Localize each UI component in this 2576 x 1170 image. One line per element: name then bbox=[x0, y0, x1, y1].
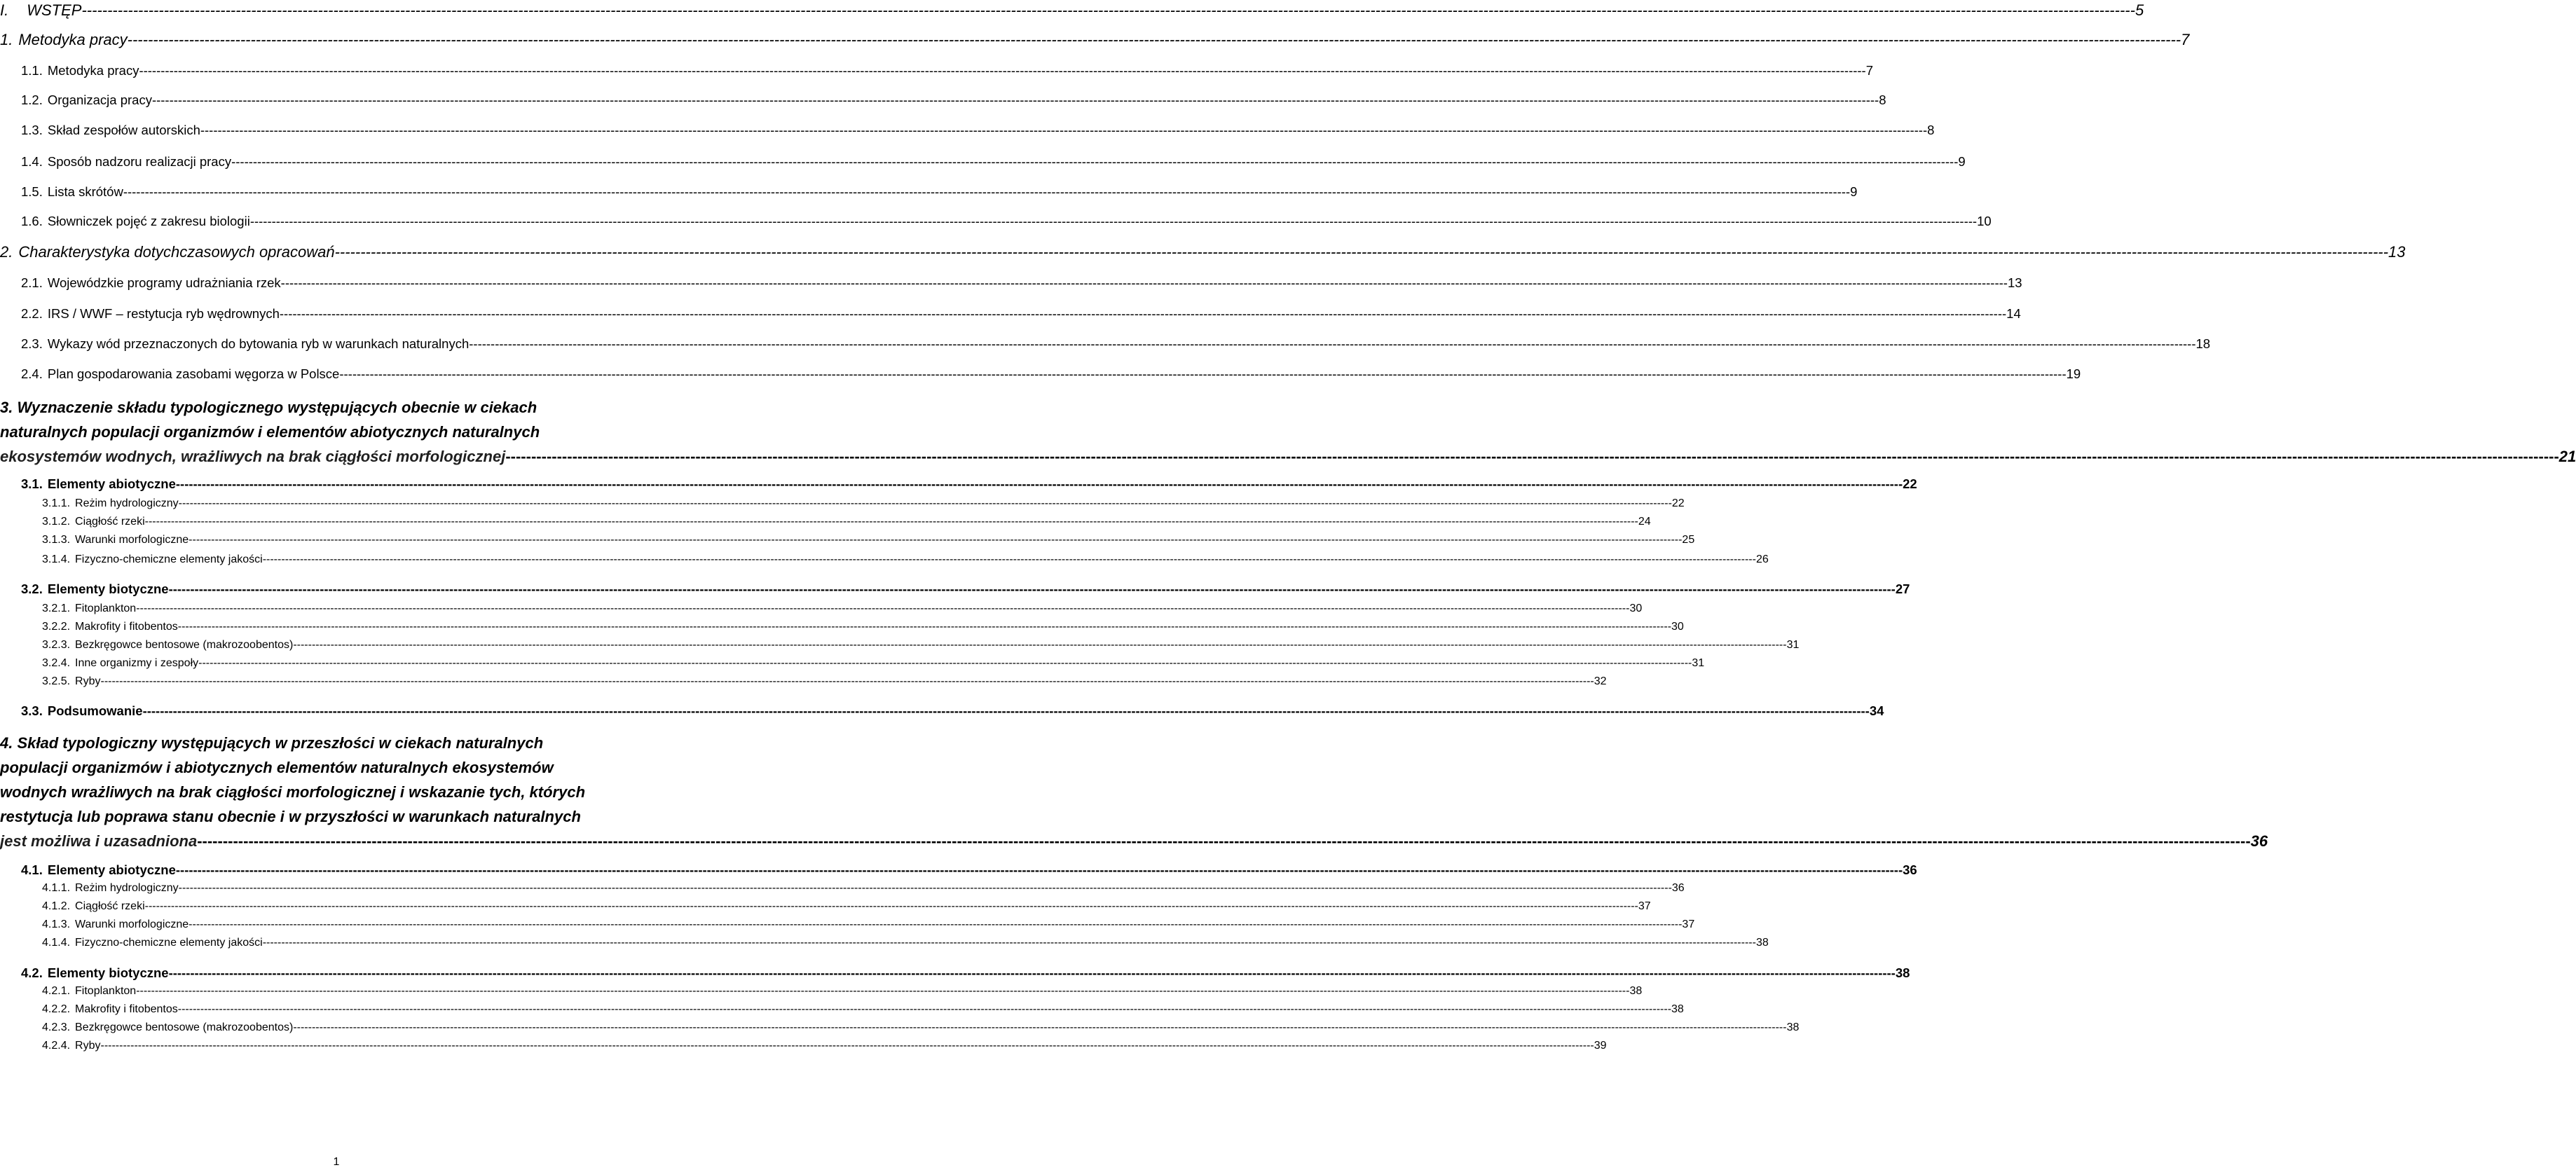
toc-entry-number: 3.1.4. bbox=[42, 553, 71, 565]
toc-entry-title bbox=[42, 882, 179, 895]
toc-entry-title bbox=[42, 1021, 293, 1034]
toc-entry-label: Fitoplankton bbox=[75, 603, 137, 614]
toc-entry-title bbox=[21, 581, 169, 597]
toc-entry-number: 1.1. bbox=[21, 63, 43, 78]
toc-entry-number: 4.1.2. bbox=[42, 900, 71, 912]
toc-entry[interactable] bbox=[42, 900, 1651, 913]
chapter-heading-line: 4. Skład typologiczny występujących w przeszłości w ciekach naturalnych bbox=[0, 734, 544, 752]
toc-entry[interactable] bbox=[21, 581, 1910, 597]
toc-entry-page: 14 bbox=[2006, 306, 2021, 321]
toc-entry-title bbox=[42, 639, 293, 652]
toc-entry[interactable] bbox=[21, 184, 1858, 200]
toc-entry-label: Bezkręgowce bentosowe (makrozoobentos) bbox=[75, 639, 294, 651]
toc-entry-title bbox=[21, 366, 339, 382]
toc-entry-title bbox=[21, 306, 280, 322]
toc-entry-page: 10 bbox=[1977, 214, 1992, 228]
toc-leader-dots: ---------------------------------------------------------------------------------------------------------------------------------------------------------------------------------------------------------------------------------------------------------------------------------------------------------------------------------------------------------------------------------------------------------------- bbox=[231, 154, 1959, 169]
toc-entry-title bbox=[0, 31, 128, 49]
toc-entry-page: 8 bbox=[1879, 92, 1886, 107]
toc-entry-label: Ciągłość rzeki bbox=[75, 516, 145, 528]
toc-entry[interactable] bbox=[42, 516, 1651, 528]
toc-entry-page: 13 bbox=[2007, 275, 2022, 290]
toc-entry-title bbox=[21, 703, 143, 719]
toc-entry[interactable] bbox=[21, 306, 2021, 322]
toc-entry-number: 3.1.2. bbox=[42, 516, 71, 528]
toc-entry-label: Elementy abiotyczne bbox=[47, 476, 176, 491]
toc-entry-number: 4.2. bbox=[21, 965, 43, 980]
toc-entry-number: 4.2.1. bbox=[42, 985, 71, 997]
toc-entry-page: 7 bbox=[2181, 31, 2190, 48]
toc-entry[interactable] bbox=[21, 965, 1910, 981]
toc-entry[interactable] bbox=[21, 214, 1992, 229]
toc-entry-number: 4.1.1. bbox=[42, 882, 71, 894]
toc-entry-title bbox=[42, 516, 145, 528]
toc-leader-dots: ---------------------------------------------------------------------------------------------------------------------------------------------------------------------------------------------------------------------------------------------------------------------------------------------------------------------------------------------------------------------------------------------------------------- bbox=[100, 675, 1594, 687]
toc-leader-dots: ---------------------------------------------------------------------------------------------------------------------------------------------------------------------------------------------------------------------------------------------------------------------------------------------------------------------------------------------------------------------------------------------------------------- bbox=[81, 1, 2135, 19]
toc-leader-dots: ---------------------------------------------------------------------------------------------------------------------------------------------------------------------------------------------------------------------------------------------------------------------------------------------------------------------------------------------------------------------------------------------------------------- bbox=[293, 639, 1787, 651]
toc-leader-dots: ---------------------------------------------------------------------------------------------------------------------------------------------------------------------------------------------------------------------------------------------------------------------------------------------------------------------------------------------------------------------------------------------------------------- bbox=[189, 918, 1683, 930]
toc-entry-number: 4.2.2. bbox=[42, 1003, 71, 1015]
toc-entry[interactable] bbox=[0, 31, 2190, 49]
toc-entry-label: Sposób nadzoru realizacji pracy bbox=[47, 154, 232, 169]
toc-entry-page: 38 bbox=[1755, 937, 1769, 949]
toc-entry-label: Ciągłość rzeki bbox=[75, 900, 145, 912]
toc-entry-page: 25 bbox=[1682, 534, 1695, 546]
toc-entry-title bbox=[42, 621, 178, 633]
toc-entry-number: 1. bbox=[0, 31, 13, 48]
toc-leader-dots: ---------------------------------------------------------------------------------------------------------------------------------------------------------------------------------------------------------------------------------------------------------------------------------------------------------------------------------------------------------------------------------------------------------------- bbox=[280, 275, 2008, 290]
toc-entry[interactable] bbox=[42, 675, 1607, 688]
toc-entry[interactable] bbox=[21, 366, 2081, 382]
toc-entry-title bbox=[42, 937, 263, 949]
toc-entry-page: 36 bbox=[1671, 882, 1685, 894]
toc-entry-page: 36 bbox=[2250, 832, 2268, 850]
toc-entry-page: 37 bbox=[1638, 900, 1651, 912]
toc-leader-dots: ---------------------------------------------------------------------------------------------------------------------------------------------------------------------------------------------------------------------------------------------------------------------------------------------------------------------------------------------------------------------------------------------------------------- bbox=[262, 937, 1756, 949]
toc-entry-label: Ryby bbox=[75, 675, 101, 687]
toc-entry-label: WSTĘP bbox=[27, 1, 82, 19]
toc-entry-page: 26 bbox=[1755, 553, 1769, 565]
toc-entry-title bbox=[21, 336, 469, 352]
toc-leader-dots: ---------------------------------------------------------------------------------------------------------------------------------------------------------------------------------------------------------------------------------------------------------------------------------------------------------------------------------------------------------------------------------------------------------------- bbox=[142, 703, 1870, 718]
toc-leader-dots: ---------------------------------------------------------------------------------------------------------------------------------------------------------------------------------------------------------------------------------------------------------------------------------------------------------------------------------------------------------------------------------------------------------------- bbox=[178, 882, 1672, 894]
toc-entry[interactable] bbox=[0, 1, 2144, 20]
toc-entry-title bbox=[21, 275, 281, 291]
toc-entry[interactable] bbox=[42, 534, 1695, 546]
toc-leader-dots: ---------------------------------------------------------------------------------------------------------------------------------------------------------------------------------------------------------------------------------------------------------------------------------------------------------------------------------------------------------------------------------------------------------------- bbox=[127, 31, 2181, 48]
toc-entry-page: 36 bbox=[1903, 862, 1917, 877]
toc-entry-label: Reżim hydrologiczny bbox=[75, 882, 179, 894]
toc-leader-dots: ---------------------------------------------------------------------------------------------------------------------------------------------------------------------------------------------------------------------------------------------------------------------------------------------------------------------------------------------------------------------------------------------------------------- bbox=[136, 603, 1630, 614]
toc-entry-label: Fitoplankton bbox=[75, 985, 137, 997]
toc-entry-page: 13 bbox=[2388, 243, 2406, 261]
toc-entry[interactable] bbox=[21, 862, 1917, 878]
toc-entry-page: 38 bbox=[1786, 1021, 1800, 1033]
chapter-heading-line: jest możliwa i uzasadniona bbox=[0, 832, 198, 850]
toc-entry-title bbox=[21, 476, 176, 492]
toc-entry[interactable] bbox=[42, 603, 1643, 615]
toc-entry-label: Słowniczek pojęć z zakresu biologii bbox=[47, 214, 250, 228]
toc-entry-label: Elementy biotyczne bbox=[47, 581, 169, 596]
toc-entry-label: Reżim hydrologiczny bbox=[75, 497, 179, 509]
page-number: 1 bbox=[333, 1156, 340, 1168]
toc-entry-number: 3.2.1. bbox=[42, 603, 71, 614]
toc-entry-title bbox=[0, 1, 81, 20]
toc-entry-page: 31 bbox=[1692, 657, 1705, 669]
toc-entry-number: 3.1.1. bbox=[42, 497, 71, 509]
toc-entry-number: 1.4. bbox=[21, 154, 43, 169]
toc-entry-label: Makrofity i fitobentos bbox=[75, 1003, 178, 1015]
toc-leader-dots: ---------------------------------------------------------------------------------------------------------------------------------------------------------------------------------------------------------------------------------------------------------------------------------------------------------------------------------------------------------------------------------------------------------------- bbox=[151, 92, 1879, 107]
toc-entry-page: 38 bbox=[1671, 1003, 1684, 1015]
toc-entry-label: Warunki morfologiczne bbox=[75, 918, 189, 930]
toc-entry-title bbox=[21, 184, 123, 200]
toc-leader-dots: ---------------------------------------------------------------------------------------------------------------------------------------------------------------------------------------------------------------------------------------------------------------------------------------------------------------------------------------------------------------------------------------------------------------- bbox=[189, 534, 1683, 546]
toc-entry-title bbox=[21, 965, 169, 981]
toc-entry[interactable] bbox=[42, 1021, 1800, 1034]
toc-entry[interactable] bbox=[21, 275, 2022, 291]
toc-leader-dots: ---------------------------------------------------------------------------------------------------------------------------------------------------------------------------------------------------------------------------------------------------------------------------------------------------------------------------------------------------------------------------------------------------------------- bbox=[334, 243, 2389, 261]
toc-entry[interactable] bbox=[21, 476, 1917, 492]
toc-entry-label: Ryby bbox=[75, 1040, 101, 1052]
toc-entry-label: Bezkręgowce bentosowe (makrozoobentos) bbox=[75, 1021, 294, 1033]
toc-entry-label: Wojewódzkie programy udrażniania rzek bbox=[47, 275, 281, 290]
toc-entry-page: 31 bbox=[1786, 639, 1800, 651]
toc-entry-title bbox=[42, 497, 179, 510]
toc-leader-dots: ---------------------------------------------------------------------------------------------------------------------------------------------------------------------------------------------------------------------------------------------------------------------------------------------------------------------------------------------------------------------------------------------------------------- bbox=[175, 862, 1903, 877]
toc-leader-dots: ---------------------------------------------------------------------------------------------------------------------------------------------------------------------------------------------------------------------------------------------------------------------------------------------------------------------------------------------------------------------------------------------------------------- bbox=[293, 1021, 1787, 1033]
toc-entry-label: Elementy biotyczne bbox=[47, 965, 169, 980]
toc-entry[interactable] bbox=[42, 657, 1705, 670]
toc-leader-dots: ---------------------------------------------------------------------------------------------------------------------------------------------------------------------------------------------------------------------------------------------------------------------------------------------------------------------------------------------------------------------------------------------------------------- bbox=[262, 553, 1756, 565]
toc-entry-label: Warunki morfologiczne bbox=[75, 534, 189, 546]
toc-entry-number: 1.5. bbox=[21, 184, 43, 199]
toc-entry-number: 3.2.2. bbox=[42, 621, 71, 633]
toc-entry-title bbox=[21, 862, 176, 878]
toc-entry-label: Metodyka pracy bbox=[18, 31, 128, 48]
toc-leader-dots: ---------------------------------------------------------------------------------------------------------------------------------------------------------------------------------------------------------------------------------------------------------------------------------------------------------------------------------------------------------------------------------------------------------------- bbox=[200, 123, 1928, 137]
chapter-heading-line: 3. Wyznaczenie składu typologicznego występujących obecnie w ciekach bbox=[0, 399, 537, 416]
toc-entry-label: Podsumowanie bbox=[47, 703, 143, 718]
toc-entry-page: 24 bbox=[1638, 516, 1651, 528]
toc-entry-number: 3.2.4. bbox=[42, 657, 71, 669]
toc-entry-title bbox=[42, 603, 136, 615]
toc-entry-label: Inne organizmy i zespoły bbox=[75, 657, 199, 669]
toc-entry-number: 2. bbox=[0, 243, 13, 261]
toc-entry-page: 22 bbox=[1903, 476, 1917, 491]
toc-entry-title bbox=[21, 154, 231, 170]
toc-entry-label: IRS / WWF – restytucja ryb wędrownych bbox=[47, 306, 280, 321]
toc-entry[interactable] bbox=[42, 1040, 1607, 1052]
toc-entry-number: 4.1.4. bbox=[42, 937, 71, 949]
toc-entry-label: Makrofity i fitobentos bbox=[75, 621, 178, 633]
toc-entry-title bbox=[21, 123, 200, 138]
toc-entry-number: 1.6. bbox=[21, 214, 43, 228]
toc-entry[interactable] bbox=[42, 985, 1643, 998]
toc-entry[interactable] bbox=[42, 918, 1695, 931]
toc-entry-number: 4.1.3. bbox=[42, 918, 71, 930]
toc-leader-dots: ---------------------------------------------------------------------------------------------------------------------------------------------------------------------------------------------------------------------------------------------------------------------------------------------------------------------------------------------------------------------------------------------------------------- bbox=[168, 581, 1896, 596]
toc-entry-page: 9 bbox=[1958, 154, 1966, 169]
toc-entry-label: Wykazy wód przeznaczonych do bytowania ryb w warunkach naturalnych bbox=[47, 336, 470, 351]
chapter-heading-line: restytucja lub poprawa stanu obecnie i w przyszłości w warunkach naturalnych bbox=[0, 808, 581, 825]
toc-entry[interactable] bbox=[42, 937, 1769, 949]
toc-entry[interactable] bbox=[42, 1003, 1684, 1016]
toc-entry-title bbox=[21, 63, 139, 78]
toc-leader-dots: ---------------------------------------------------------------------------------------------------------------------------------------------------------------------------------------------------------------------------------------------------------------------------------------------------------------------------------------------------------------------------------------------------------------- bbox=[279, 306, 2007, 321]
toc-entry-page: 9 bbox=[1850, 184, 1858, 199]
toc-entry-page: 34 bbox=[1869, 703, 1884, 718]
toc-entry-label: Plan gospodarowania zasobami węgorza w Polsce bbox=[47, 366, 340, 381]
toc-entry-number: I. bbox=[0, 1, 9, 19]
toc-entry-number: 2.1. bbox=[21, 275, 43, 290]
toc-entry-page: 32 bbox=[1594, 675, 1607, 687]
toc-entry[interactable] bbox=[21, 154, 1966, 170]
toc-entry-number: 3.2. bbox=[21, 581, 43, 596]
toc-leader-dots: ---------------------------------------------------------------------------------------------------------------------------------------------------------------------------------------------------------------------------------------------------------------------------------------------------------------------------------------------------------------------------------------------------------------- bbox=[100, 1040, 1594, 1052]
toc-entry-page: 19 bbox=[2066, 366, 2081, 381]
toc-entry-page: 30 bbox=[1629, 603, 1643, 614]
toc-leader-dots: ---------------------------------------------------------------------------------------------------------------------------------------------------------------------------------------------------------------------------------------------------------------------------------------------------------------------------------------------------------------------------------------------------------------- bbox=[177, 1003, 1672, 1015]
toc-leader-dots: ---------------------------------------------------------------------------------------------------------------------------------------------------------------------------------------------------------------------------------------------------------------------------------------------------------------------------------------------------------------------------------------------------------------- bbox=[144, 516, 1638, 528]
toc-entry-number: 2.3. bbox=[21, 336, 43, 351]
toc-entry-page: 27 bbox=[1895, 581, 1910, 596]
toc-leader-dots: ---------------------------------------------------------------------------------------------------------------------------------------------------------------------------------------------------------------------------------------------------------------------------------------------------------------------------------------------------------------------------------------------------------------- bbox=[168, 965, 1896, 980]
toc-entry-number: 2.4. bbox=[21, 366, 43, 381]
toc-entry-number: 3.2.3. bbox=[42, 639, 71, 651]
toc-entry-label: Elementy abiotyczne bbox=[47, 862, 176, 877]
toc-leader-dots: ---------------------------------------------------------------------------------------------------------------------------------------------------------------------------------------------------------------------------------------------------------------------------------------------------------------------------------------------------------------------------------------------------------------- bbox=[197, 832, 2251, 850]
toc-leader-dots: ---------------------------------------------------------------------------------------------------------------------------------------------------------------------------------------------------------------------------------------------------------------------------------------------------------------------------------------------------------------------------------------------------------------- bbox=[178, 497, 1672, 509]
toc-entry-title bbox=[21, 92, 152, 108]
toc-entry-title bbox=[21, 214, 250, 229]
toc-entry-page: 18 bbox=[2195, 336, 2211, 351]
toc-entry-title bbox=[42, 1040, 100, 1052]
toc-leader-dots: ---------------------------------------------------------------------------------------------------------------------------------------------------------------------------------------------------------------------------------------------------------------------------------------------------------------------------------------------------------------------------------------------------------------- bbox=[144, 900, 1638, 912]
toc-chapter-heading[interactable] bbox=[0, 731, 2268, 853]
toc-entry-number: 3.3. bbox=[21, 703, 43, 718]
toc-entry[interactable] bbox=[21, 92, 1886, 108]
toc-entry[interactable] bbox=[42, 882, 1685, 895]
toc-leader-dots: ---------------------------------------------------------------------------------------------------------------------------------------------------------------------------------------------------------------------------------------------------------------------------------------------------------------------------------------------------------------------------------------------------------------- bbox=[249, 214, 1978, 228]
toc-entry-number: 4.1. bbox=[21, 862, 43, 877]
toc-entry[interactable] bbox=[21, 703, 1884, 719]
toc-entry-number: 4.2.3. bbox=[42, 1021, 71, 1033]
toc-entry-number: 3.2.5. bbox=[42, 675, 71, 687]
toc-entry-title bbox=[42, 985, 136, 998]
toc-entry-number: 1.3. bbox=[21, 123, 43, 137]
toc-entry-label: Fizyczno-chemiczne elementy jakości bbox=[75, 937, 263, 949]
toc-entry[interactable] bbox=[21, 336, 2211, 352]
toc-entry-page: 21 bbox=[2558, 448, 2576, 465]
toc-leader-dots: ---------------------------------------------------------------------------------------------------------------------------------------------------------------------------------------------------------------------------------------------------------------------------------------------------------------------------------------------------------------------------------------------------------------- bbox=[505, 448, 2559, 465]
toc-entry-page: 8 bbox=[1927, 123, 1935, 137]
toc-entry-label: Fizyczno-chemiczne elementy jakości bbox=[75, 553, 263, 565]
toc-entry-title bbox=[42, 900, 145, 913]
toc-entry-title bbox=[42, 918, 189, 931]
toc-entry-title bbox=[0, 243, 335, 261]
toc-entry-label: Organizacja pracy bbox=[47, 92, 152, 107]
chapter-heading-line: wodnych wrażliwych na brak ciągłości morfologicznej i wskazanie tych, których bbox=[0, 783, 586, 801]
toc-entry-title bbox=[42, 553, 263, 566]
toc-leader-dots: ---------------------------------------------------------------------------------------------------------------------------------------------------------------------------------------------------------------------------------------------------------------------------------------------------------------------------------------------------------------------------------------------------------------- bbox=[123, 184, 1851, 199]
toc-entry-number: 2.2. bbox=[21, 306, 43, 321]
toc-entry-number: 3.1.3. bbox=[42, 534, 71, 546]
toc-entry-page: 37 bbox=[1682, 918, 1695, 930]
toc-entry-number: 1.2. bbox=[21, 92, 43, 107]
toc-leader-dots: ---------------------------------------------------------------------------------------------------------------------------------------------------------------------------------------------------------------------------------------------------------------------------------------------------------------------------------------------------------------------------------------------------------------- bbox=[469, 336, 2196, 351]
toc-entry[interactable] bbox=[21, 123, 1935, 138]
toc-entry-number: 4.2.4. bbox=[42, 1040, 71, 1052]
chapter-heading-line: populacji organizmów i abiotycznych elementów naturalnych ekosystemów bbox=[0, 759, 554, 776]
toc-entry[interactable] bbox=[0, 243, 2406, 261]
toc-entry-label: Lista skrótów bbox=[47, 184, 123, 199]
toc-entry-page: 30 bbox=[1671, 621, 1684, 633]
toc-entry-label: Metodyka pracy bbox=[47, 63, 139, 78]
toc-entry-title bbox=[42, 675, 100, 688]
toc-entry[interactable] bbox=[42, 639, 1800, 652]
toc-entry-title bbox=[42, 1003, 178, 1016]
toc-leader-dots: ---------------------------------------------------------------------------------------------------------------------------------------------------------------------------------------------------------------------------------------------------------------------------------------------------------------------------------------------------------------------------------------------------------------- bbox=[175, 476, 1903, 491]
toc-leader-dots: ---------------------------------------------------------------------------------------------------------------------------------------------------------------------------------------------------------------------------------------------------------------------------------------------------------------------------------------------------------------------------------------------------------------- bbox=[198, 657, 1692, 669]
toc-entry-title bbox=[42, 657, 198, 670]
toc-entry-page: 22 bbox=[1671, 497, 1685, 509]
toc-leader-dots: ---------------------------------------------------------------------------------------------------------------------------------------------------------------------------------------------------------------------------------------------------------------------------------------------------------------------------------------------------------------------------------------------------------------- bbox=[139, 63, 1866, 78]
toc-entry-label: Skład zespołów autorskich bbox=[47, 123, 200, 137]
toc-leader-dots: ---------------------------------------------------------------------------------------------------------------------------------------------------------------------------------------------------------------------------------------------------------------------------------------------------------------------------------------------------------------------------------------------------------------- bbox=[136, 985, 1630, 997]
toc-entry-number: 3.1. bbox=[21, 476, 43, 491]
toc-entry[interactable] bbox=[42, 553, 1769, 566]
toc-entry-label: Charakterystyka dotychczasowych opracowań bbox=[18, 243, 335, 261]
toc-entry-page: 39 bbox=[1594, 1040, 1607, 1052]
toc-entry[interactable] bbox=[42, 621, 1684, 633]
toc-leader-dots: ---------------------------------------------------------------------------------------------------------------------------------------------------------------------------------------------------------------------------------------------------------------------------------------------------------------------------------------------------------------------------------------------------------------- bbox=[339, 366, 2067, 381]
toc-chapter-heading[interactable] bbox=[0, 395, 2576, 469]
toc-entry-page: 5 bbox=[2135, 1, 2144, 19]
toc-leader-dots: ---------------------------------------------------------------------------------------------------------------------------------------------------------------------------------------------------------------------------------------------------------------------------------------------------------------------------------------------------------------------------------------------------------------- bbox=[177, 621, 1672, 633]
chapter-heading-line: ekosystemów wodnych, wrażliwych na brak ciągłości morfologicznej bbox=[0, 448, 506, 465]
toc-entry[interactable] bbox=[42, 497, 1685, 510]
toc-entry[interactable] bbox=[21, 63, 1874, 78]
toc-entry-page: 7 bbox=[1865, 63, 1874, 78]
toc-entry-title bbox=[42, 534, 189, 546]
toc-entry-page: 38 bbox=[1895, 965, 1910, 980]
toc-entry-page: 38 bbox=[1629, 985, 1643, 997]
chapter-heading-line: naturalnych populacji organizmów i elementów abiotycznych naturalnych bbox=[0, 423, 540, 441]
